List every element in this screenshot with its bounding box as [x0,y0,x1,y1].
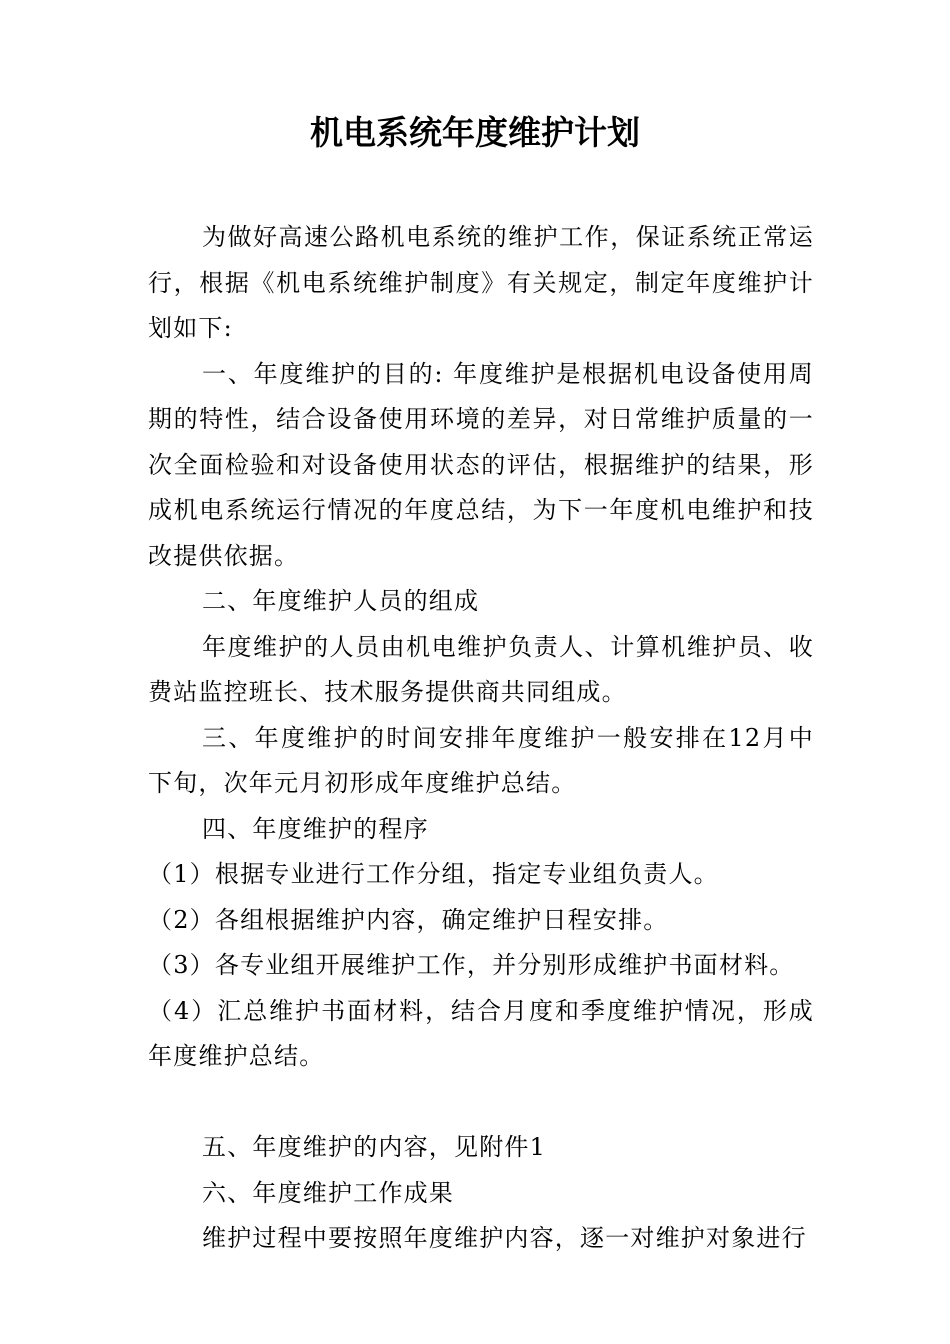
procedure-item-4: （4）汇总维护书面材料，结合月度和季度维护情况，形成年度维护总结。 [148,996,814,1070]
intro-paragraph: 为做好高速公路机电系统的维护工作，保证系统正常运行，根据《机电系统维护制度》有关规定，制定年度维护计划如下: [148,223,814,342]
procedure-item-2: （2）各组根据维护内容，确定维护日程安排。 [148,905,669,934]
document-title: 机电系统年度维护计划 [310,113,640,152]
paragraph-spacer [148,1080,814,1126]
procedure-item-3: （3）各专业组开展维护工作，并分别形成维护书面材料。 [148,951,795,979]
section-6-heading: 六、年度维护工作成果 [202,1178,454,1207]
document-body [148,215,814,1262]
section-4-heading: 四、年度维护的程序 [202,814,429,843]
section-2-paragraph: 年度维护的人员由机电维护负责人、计算机维护员、收费站监控班长、技术服务提供商共同组成。 [148,632,814,706]
section-1-purpose: 一、年度维护的目的: 年度维护是根据机电设备使用周期的特性，结合设备使用环境的差异，对日常维护质量的一次全面检验和对设备使用状态的评估，根据维护的结果，形成机电系统运行情况的年度总结，为下一年度机电维护和技改提供依据。 [148,359,814,570]
section-6-paragraph: 维护过程中要按照年度维护内容，逐一对维护对象进行 [202,1224,807,1252]
section-3-schedule: 三、年度维护的时间安排年度维护一般安排在12月中下旬，次年元月初形成年度维护总结。 [148,723,814,797]
section-5-content: 五、年度维护的内容，见附件1 [202,1133,547,1161]
section-2-heading: 二、年度维护人员的组成 [202,587,480,615]
procedure-item-1: （1）根据专业进行工作分组，指定专业组负责人。 [148,860,719,888]
